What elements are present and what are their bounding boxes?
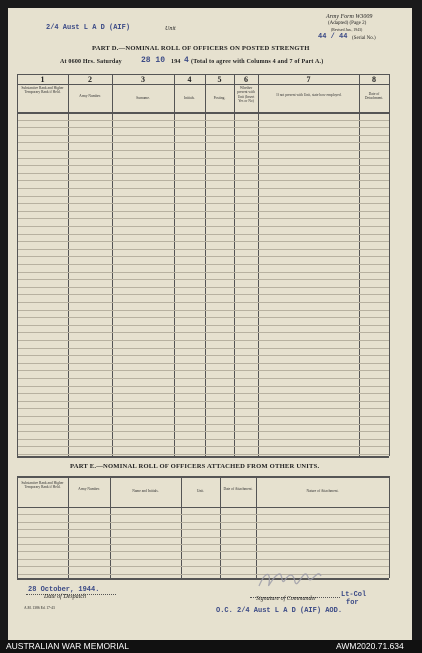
table-row-rule — [18, 348, 389, 349]
part-d-date-prefix: At 0600 Hrs. Saturday — [60, 59, 122, 65]
despatch-date-value: 28 October, 1944. — [28, 586, 100, 594]
part-d-col-heading: If not present with Unit, state how employed. — [276, 93, 342, 97]
table-row-rule — [18, 256, 389, 257]
part-d-title: PART D.—NOMINAL ROLL OF OFFICERS ON POSTED STRENGTH — [92, 45, 310, 52]
table-row-rule — [18, 241, 389, 242]
part-e-col-divider — [220, 476, 221, 578]
table-row-rule — [18, 142, 389, 143]
part-d-col-number: 7 — [306, 75, 311, 84]
part-d-col-heading: Initials. — [184, 96, 195, 100]
table-row-rule — [18, 272, 389, 273]
part-d-date-value: 28 10 — [141, 56, 166, 65]
signature-label: Signature of Commander — [256, 596, 317, 602]
table-row-rule — [18, 537, 389, 538]
form-title: Army Form W3009 — [326, 14, 373, 20]
table-row-rule — [18, 446, 389, 447]
part-e-col-heading: Date of Attachment. — [223, 487, 253, 491]
table-row-rule — [18, 150, 389, 151]
table-row-rule — [18, 416, 389, 417]
table-row-rule — [18, 158, 389, 159]
part-e-col-divider — [256, 476, 257, 578]
table-row-rule — [18, 551, 389, 552]
part-e-col-heading: Name and Initials. — [132, 489, 159, 493]
part-d-col-number: 1 — [40, 75, 45, 84]
table-row-rule — [18, 566, 389, 567]
table-row-rule — [18, 363, 389, 364]
part-e-title: PART E.—NOMINAL ROLL OF OFFICERS ATTACHED FROM OTHER UNITS. — [70, 463, 320, 470]
table-row-rule — [18, 408, 389, 409]
table-row-rule — [18, 135, 389, 136]
table-row-rule — [18, 180, 389, 181]
part-e-col-heading: Unit. — [196, 489, 205, 493]
table-row-rule — [18, 522, 389, 523]
table-row-rule — [18, 203, 389, 204]
table-row-rule — [18, 431, 389, 432]
part-d-bottom-rule — [17, 456, 389, 458]
commander-signature — [255, 566, 325, 596]
part-d-col-heading: Posting. — [213, 96, 226, 100]
table-row-rule — [18, 188, 389, 189]
part-d-col-number: 6 — [244, 75, 248, 84]
part-d-col-heading: Date of Detachment. — [364, 92, 384, 101]
table-row-rule — [18, 393, 389, 394]
table-row-rule — [18, 165, 389, 166]
institution-name: AUSTRALIAN WAR MEMORIAL — [6, 641, 129, 651]
table-row-rule — [18, 294, 389, 295]
table-row-rule — [18, 196, 389, 197]
serial-value: 44 / 44 — [318, 33, 348, 41]
table-row-rule — [18, 264, 389, 265]
table-row-rule — [18, 559, 389, 560]
part-d-left-border — [17, 74, 18, 456]
form-revised: (Revised Jan., 1943) — [331, 28, 363, 32]
table-row-rule — [18, 378, 389, 379]
table-row-rule — [18, 332, 389, 333]
part-d-col-divider — [68, 74, 69, 456]
table-row-rule — [18, 340, 389, 341]
table-row-rule — [18, 401, 389, 402]
part-e-bottom-rule — [17, 578, 389, 580]
table-row-rule — [18, 218, 389, 219]
part-e-col-heading: Nature of Attachment. — [306, 489, 339, 493]
table-row-rule — [18, 544, 389, 545]
part-d-col-heading: Substantive Rank and Higher Temporary Rank if Held. — [21, 86, 64, 95]
part-d-col-divider — [174, 74, 175, 456]
part-d-col-heading: Surname. — [136, 96, 150, 100]
part-e-top-rule — [17, 476, 389, 478]
part-d-date-suffix: (Total to agree with Columns 4 and 7 of Part A.) — [191, 59, 324, 65]
table-row-rule — [18, 386, 389, 387]
table-row-rule — [18, 211, 389, 212]
part-d-col-heading: Army Number. — [79, 94, 101, 98]
table-row-rule — [18, 226, 389, 227]
table-row-rule — [18, 120, 389, 121]
part-d-col-divider — [205, 74, 206, 456]
table-row-rule — [18, 302, 389, 303]
table-row-rule — [18, 127, 389, 128]
signatory-rank: Lt-Col — [341, 591, 367, 599]
table-row-rule — [18, 439, 389, 440]
part-d-col-divider — [112, 74, 113, 456]
unit-label: Unit — [165, 26, 176, 32]
part-e-col-divider — [110, 476, 111, 578]
part-d-right-border — [389, 74, 390, 456]
catalogue-number: AWM2020.71.634 — [336, 641, 404, 651]
signatory-unit: O.C. 2/4 Aust L A D (AIF) AOD. — [216, 607, 343, 615]
table-row-rule — [18, 317, 389, 318]
form-adapted: (Adapted) (Page 2) — [328, 21, 367, 26]
table-row-rule — [18, 173, 389, 174]
unit-value: 2/4 Aust L A D (AIF) — [46, 24, 131, 32]
table-row-rule — [18, 325, 389, 326]
part-d-col-divider — [234, 74, 235, 456]
signatory-for: for — [346, 599, 359, 607]
part-d-numrow-rule — [17, 84, 389, 85]
table-row-rule — [18, 424, 389, 425]
part-e-left-border — [17, 476, 18, 578]
part-d-col-number: 2 — [88, 75, 92, 84]
despatch-date-label: Date of Despatch — [44, 594, 86, 600]
table-row-rule — [18, 574, 389, 575]
part-d-col-number: 8 — [372, 75, 376, 84]
table-row-rule — [18, 370, 389, 371]
table-row-rule — [18, 514, 389, 515]
table-row-rule — [18, 355, 389, 356]
part-d-col-divider — [359, 74, 360, 456]
part-d-col-heading: Whether present with Unit (Insert Yes or No) — [237, 86, 255, 104]
part-d-col-number: 3 — [141, 75, 145, 84]
part-d-col-number: 5 — [217, 75, 222, 84]
table-row-rule — [18, 249, 389, 250]
table-row-rule — [18, 234, 389, 235]
archive-caption-bar — [0, 640, 422, 653]
part-e-right-border — [389, 476, 390, 578]
part-d-col-number: 4 — [187, 75, 192, 84]
part-e-col-divider — [181, 476, 182, 578]
table-row-rule — [18, 529, 389, 530]
part-e-col-heading: Substantive Rank and Higher Temporary Rank if Held. — [21, 481, 64, 490]
printer-note: A.M. 1386 Ed. 17-43 — [24, 606, 55, 610]
part-d-col-divider — [258, 74, 259, 456]
part-d-year-prefix: 194 — [171, 59, 181, 65]
part-e-col-divider — [68, 476, 69, 578]
table-row-rule — [18, 310, 389, 311]
table-row-rule — [18, 454, 389, 455]
serial-label: (Serial No.) — [352, 36, 376, 41]
table-row-rule — [18, 287, 389, 288]
part-e-col-heading: Army Number. — [78, 487, 100, 491]
part-d-year-value: 4 — [184, 56, 189, 65]
part-e-header-rule — [17, 507, 389, 508]
part-d-header-rule — [17, 112, 389, 114]
table-row-rule — [18, 279, 389, 280]
